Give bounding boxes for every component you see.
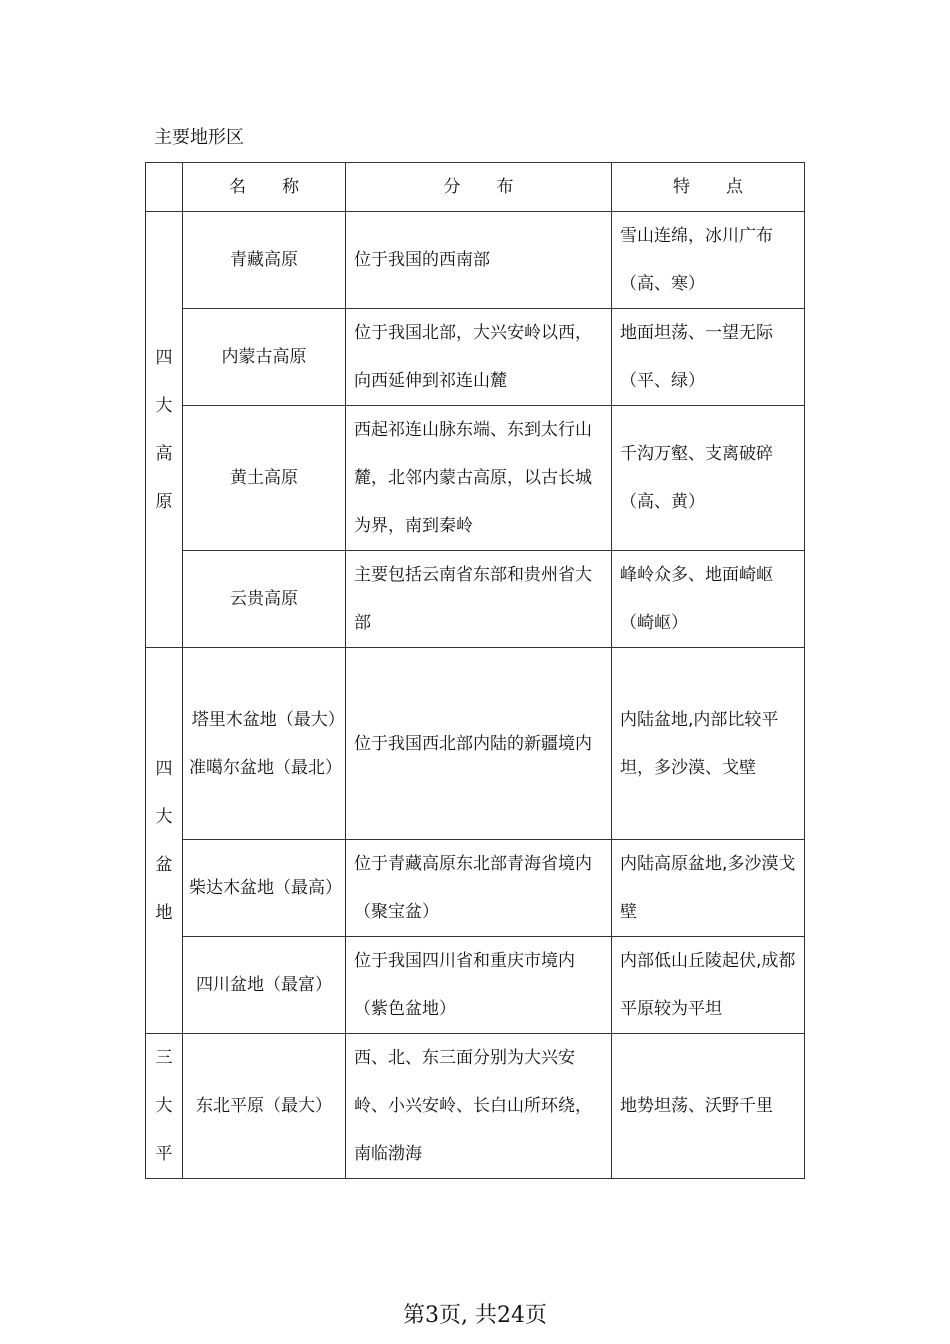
row-features: 地面坦荡、一望无际（平、绿）	[612, 309, 805, 406]
row-distribution: 主要包括云南省东部和贵州省大部	[346, 551, 612, 648]
group-label-basins: 四 大 盆 地	[146, 648, 183, 1034]
row-features: 地势坦荡、沃野千里	[612, 1034, 805, 1179]
row-name: 云贵高原	[183, 551, 346, 648]
group-label-plateaus: 四 大 高 原	[146, 212, 183, 648]
table-row	[146, 840, 805, 937]
row-features: 内陆盆地,内部比较平坦，多沙漠、戈壁	[612, 648, 805, 840]
row-name: 东北平原（最大）	[183, 1034, 346, 1179]
row-name: 四川盆地（最富）	[183, 937, 346, 1034]
row-distribution: 西、北、东三面分别为大兴安岭、小兴安岭、长白山所环绕，南临渤海	[346, 1034, 612, 1179]
section-title: 主要地形区	[154, 127, 244, 148]
row-features: 千沟万壑、支离破碎（高、黄）	[612, 406, 805, 551]
row-name: 塔里木盆地（最大）准噶尔盆地（最北）	[183, 648, 346, 840]
row-name: 柴达木盆地（最高）	[183, 840, 346, 937]
row-distribution: 位于我国北部，大兴安岭以西，向西延伸到祁连山麓	[346, 309, 612, 406]
terrain-table	[145, 162, 805, 1179]
table-row	[146, 551, 805, 648]
row-distribution: 西起祁连山脉东端、东到太行山麓，北邻内蒙古高原，以古长城为界，南到秦岭	[346, 406, 612, 551]
row-name: 内蒙古高原	[183, 309, 346, 406]
table-row	[146, 1034, 805, 1179]
header-name: 名 称	[183, 163, 346, 212]
table-row	[146, 309, 805, 406]
row-features: 峰岭众多、地面崎岖（崎岖）	[612, 551, 805, 648]
table-row	[146, 406, 805, 551]
row-distribution: 位于我国西北部内陆的新疆境内	[346, 648, 612, 840]
row-name: 青藏高原	[183, 212, 346, 309]
row-distribution: 位于青藏高原东北部青海省境内（聚宝盆）	[346, 840, 612, 937]
row-distribution: 位于我国的西南部	[346, 212, 612, 309]
header-corner	[146, 163, 183, 212]
row-features: 内陆高原盆地,多沙漠戈壁	[612, 840, 805, 937]
table-row	[146, 937, 805, 1034]
row-features: 内部低山丘陵起伏,成都平原较为平坦	[612, 937, 805, 1034]
row-features: 雪山连绵，冰川广布（高、寒）	[612, 212, 805, 309]
page-number: 第3页, 共24页	[403, 1303, 547, 1328]
row-name: 黄土高原	[183, 406, 346, 551]
header-distribution: 分 布	[346, 163, 612, 212]
row-distribution: 位于我国四川省和重庆市境内（紫色盆地）	[346, 937, 612, 1034]
table-row	[146, 648, 805, 840]
table-header-row	[146, 163, 805, 212]
header-features: 特 点	[612, 163, 805, 212]
table-row	[146, 212, 805, 309]
group-label-plains: 三 大 平	[146, 1034, 183, 1179]
